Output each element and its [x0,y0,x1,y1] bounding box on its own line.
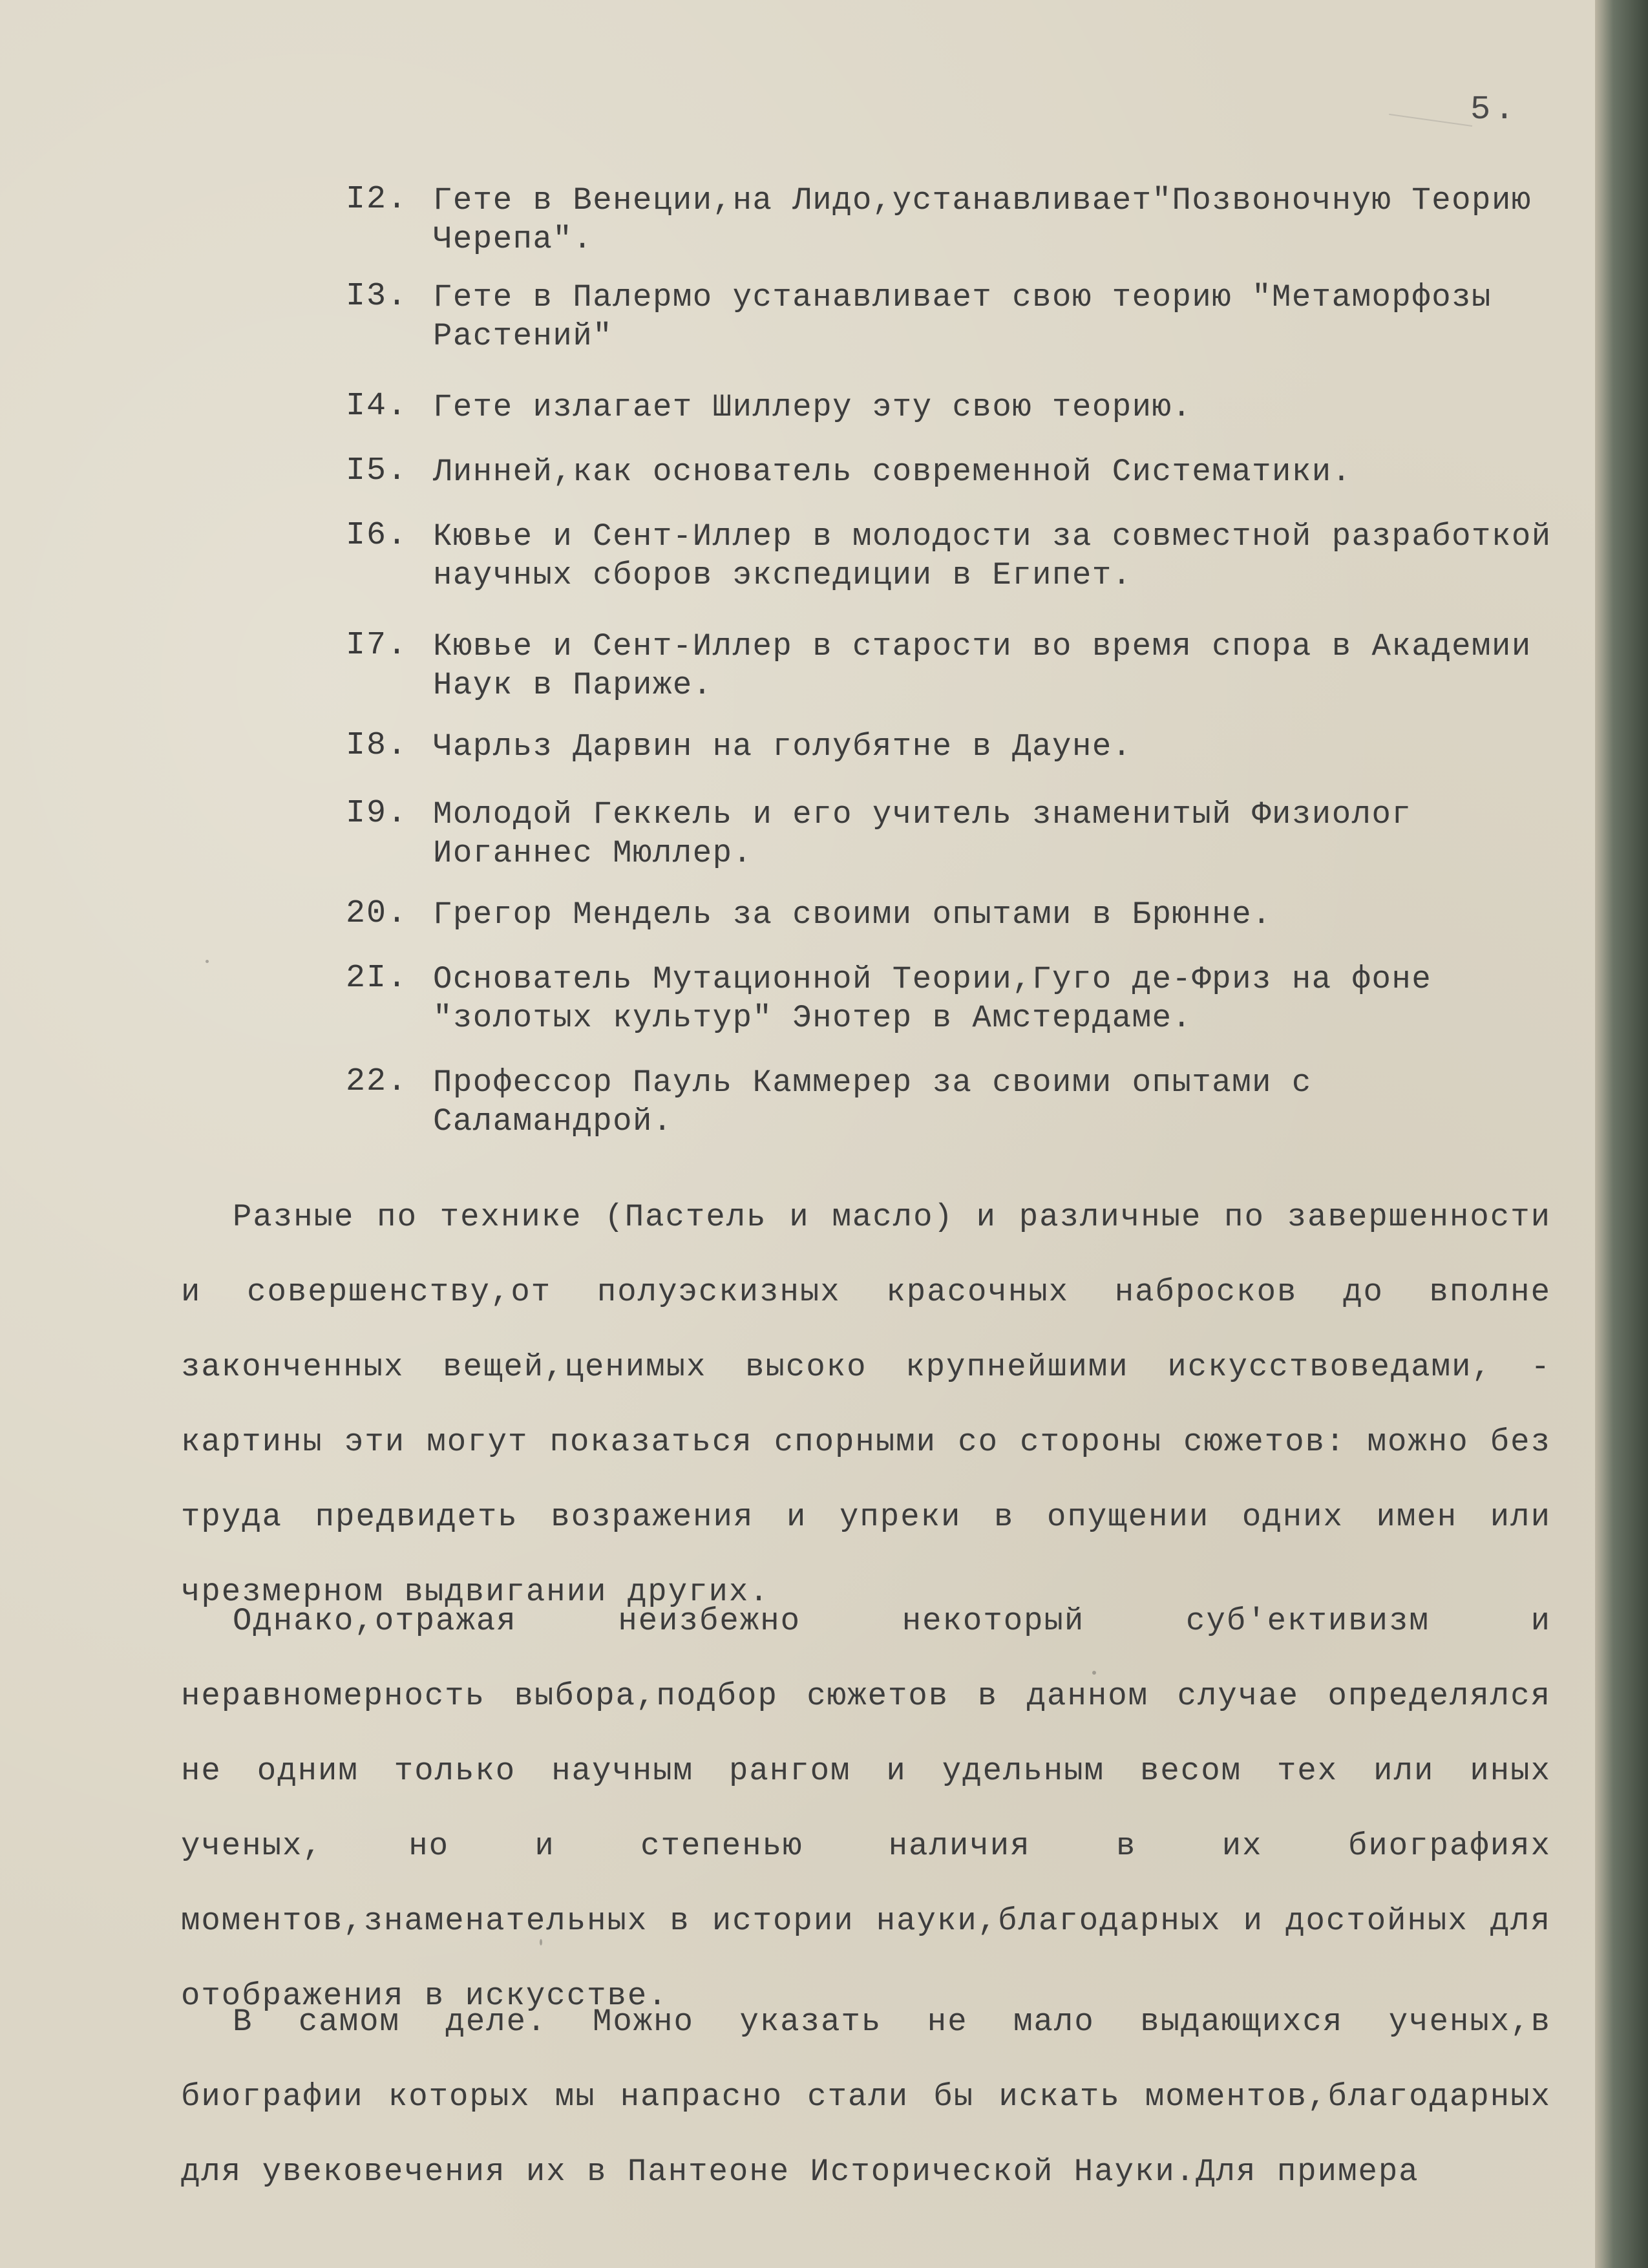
list-item-text: Гете в Палермо устанавливает свою теорию "Метаморфозы Растений" [433,279,1512,354]
list-item-text: Кювье и Сент-Иллер в молодости за совместной разработкой научных сборов экспедиции в Египет. [433,518,1572,593]
list-item-text: Линней,как основатель современной Систематики. [433,454,1352,490]
list-item-text: Профессор Пауль Каммерер за своими опытами с Саламандрой. [433,1065,1332,1139]
page-number: 5. [1470,90,1519,129]
list-item-number: I7. [346,627,408,664]
body-paragraph: Разные по технике (Пастель и масло) и различные по завершенности и совершенству,от полуэскизных красочных набросков до вполне законченных вещей,ценимых высоко крупнейшими искусствоведами, - картины эти могут показаться спорными со стороны сюжетов: можно без труда предвидеть возражения и упреки в опущении одних имен или чрезмерном выдвигании других. [181,1199,1551,1610]
list-item-number: I2. [346,181,408,218]
list-item-number: I5. [346,452,408,489]
list-item-number: I9. [346,795,408,832]
list-item-text: Гете излагает Шиллеру эту свою теорию. [433,389,1192,425]
list-item-text: Грегор Мендель за своими опытами в Брюнне. [433,896,1273,933]
list-item-number: 20. [346,895,408,932]
list-item-text: Кювье и Сент-Иллер в старости во время спора в Академии Наук в Париже. [433,628,1552,703]
list-item-number: I6. [346,517,408,554]
list-item-number: I3. [346,278,408,315]
paper-speck [540,1939,542,1945]
list-item-number: I4. [346,388,408,425]
paper-speck [206,960,209,963]
list-item-number: 22. [346,1063,408,1100]
list-item-text: Гете в Венеции,на Лидо,устанавливает"Позвоночную Теорию Черепа". [433,182,1552,257]
scan-background-edge [1595,0,1648,2268]
paper-speck [1092,1671,1096,1675]
list-item-text: Чарльз Дарвин на голубятне в Дауне. [433,728,1132,765]
list-item-text: Основатель Мутационной Теории,Гуго де-Фриз на фоне "золотых культур" Энотер в Амстердаме. [433,961,1452,1036]
body-paragraph: В самом деле. Можно указать не мало выдающихся ученых,в биографии которых мы напрасно стали бы искать моментов,благодарных для увековечения их в Пантеоне Исторической Науки.Для примера [181,2004,1551,2190]
body-paragraph: Однако,отражая неизбежно некоторый суб'ективизм и неравномерность выбора,подбор сюжетов в данном случае определялся не одним только научным рангом и удельным весом тех или иных ученых, но и степенью наличия в их биографиях моментов,знаменательных в истории науки,благодарных и достойных для отображения в искусстве. [181,1603,1551,2014]
list-item-number: 2I. [346,960,408,997]
pencil-mark [1389,101,1474,127]
list-item-number: I8. [346,727,408,764]
list-item-text: Молодой Геккель и его учитель знаменитый Физиолог Иоганнес Мюллер. [433,796,1432,871]
